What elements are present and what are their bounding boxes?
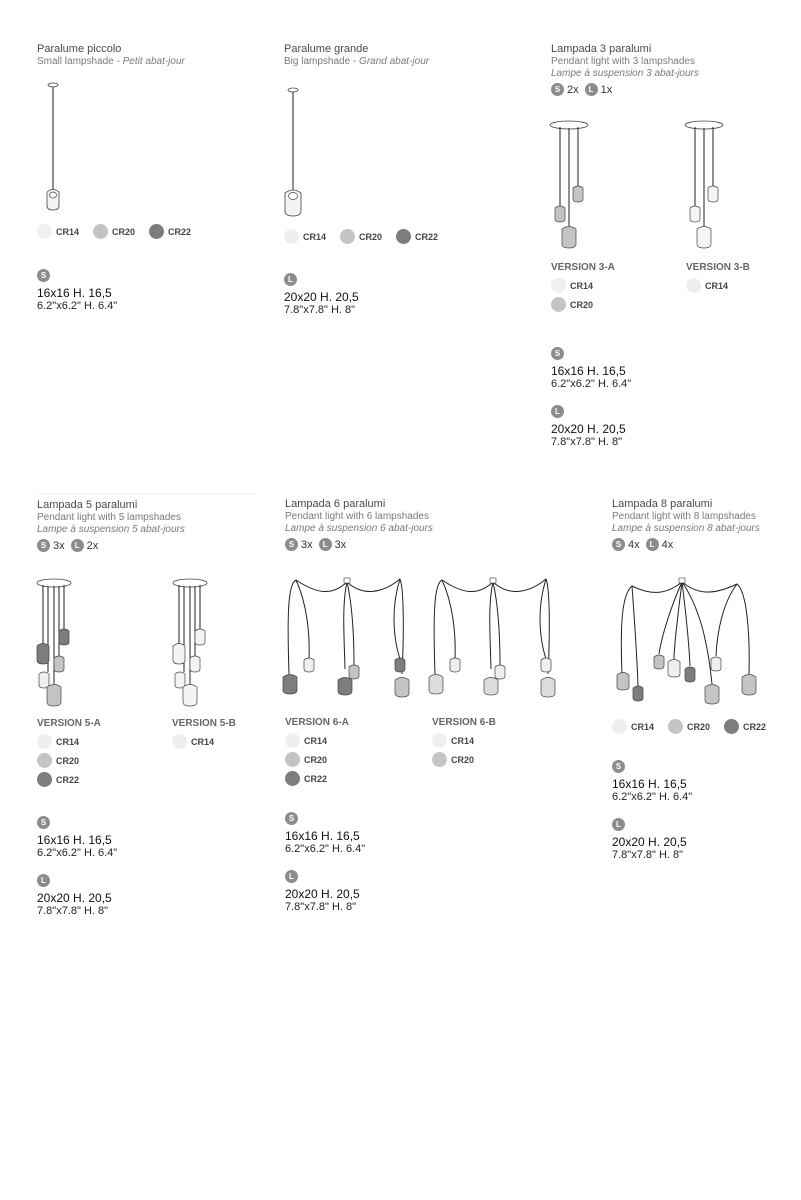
legend-item-cr20: CR20 [37,753,101,768]
size-spec [285,808,365,856]
size-badge-l: L [285,870,298,883]
dimension-imperial: 6.2"x6.2" H. 6.4" [612,791,693,803]
dimension-metric: 20x20 H. 20,5 [612,835,687,849]
product-subtitle-en: Pendant light with 6 lampshades [285,511,429,522]
size-spec [284,269,359,317]
swatch-cr20 [93,224,108,239]
swatch-cr14 [686,278,701,293]
swatch-cr14 [285,733,300,748]
legend-item-cr14: CR14 [285,733,349,748]
product-lampada-5-paralumi [37,499,267,552]
dimension-imperial: 6.2"x6.2" H. 6.4" [37,847,118,859]
shade-quantity: S 2x L 1x [551,83,781,96]
dimension-imperial: 7.8"x7.8" H. 8" [612,849,684,861]
legend-item-cr22: CR22 [724,719,766,734]
size-badge-s: S [37,269,50,282]
dimension-imperial: 7.8"x7.8" H. 8" [285,901,357,913]
legend-item-cr20: CR20 [551,297,615,312]
legend-item-cr20: CR20 [668,719,710,734]
size-badge-l: L [646,538,659,551]
product-subtitle: Big lampshade - Grand abat-jour [284,56,430,67]
dimension-metric: 20x20 H. 20,5 [551,422,626,436]
product-lampada-8-paralumi [612,498,797,551]
shade-quantity: S 3x L 3x [285,538,515,551]
color-legend [612,719,766,734]
size-badge-l: L [612,818,625,831]
swatch-cr14 [37,224,52,239]
legend-item-cr14: CR14 [612,719,654,734]
size-badge-l: L [37,874,50,887]
dimension-imperial: 7.8"x7.8" H. 8" [551,436,623,448]
swatch-cr20 [37,753,52,768]
version-5b [172,718,236,749]
size-badge-s: S [551,347,564,360]
legend-item-cr20: CR20 [340,229,382,244]
version-3a-illustration [548,118,598,258]
version-8-illustration [612,574,762,709]
legend-item-cr14: CR14 [37,224,79,239]
version-label: VERSION 5-B [172,718,236,729]
dimension-metric: 20x20 H. 20,5 [285,887,360,901]
size-badge-l: L [71,539,84,552]
product-title: Lampada 3 paralumi [551,43,652,55]
legend-item-cr14: CR14 [37,734,101,749]
swatch-cr20 [285,752,300,767]
swatch-cr22 [724,719,739,734]
product-subtitle-fr: Lampe à suspension 5 abat-jours [37,524,185,535]
swatch-cr20 [340,229,355,244]
swatch-cr14 [284,229,299,244]
dimension-imperial: 7.8"x7.8" H. 8" [284,304,356,316]
legend-item-cr14: CR14 [686,278,750,293]
size-spec [612,814,692,862]
version-label: VERSION 6-B [432,717,496,728]
version-6b-illustration [428,574,560,709]
version-6a [285,717,349,786]
big-lampshade-illustration [270,84,330,224]
product-title: Lampada 6 paralumi [285,498,386,510]
swatch-cr20 [432,752,447,767]
product-subtitle: Small lampshade - Petit abat-jour [37,56,185,67]
color-legend [37,224,191,239]
legend-item-cr22: CR22 [37,772,101,787]
version-3b [686,262,750,293]
swatch-cr14 [172,734,187,749]
swatch-cr22 [285,771,300,786]
product-subtitle-fr: Lampe à suspension 8 abat-jours [612,523,760,534]
size-specs [37,812,117,918]
size-badge-s: S [612,538,625,551]
shade-quantity: S 4x L 4x [612,538,797,551]
product-lampada-6-paralumi [285,498,515,551]
product-title: Paralume piccolo [37,43,122,55]
shade-quantity: S 3x L 2x [37,539,267,552]
legend-item-cr22: CR22 [396,229,438,244]
size-spec [551,343,631,391]
size-badge-s: S [285,538,298,551]
product-paralume-piccolo [37,43,257,68]
size-specs [285,808,365,914]
swatch-cr22 [149,224,164,239]
legend-item-cr22: CR22 [149,224,191,239]
size-spec [551,401,631,449]
swatch-cr20 [668,719,683,734]
legend-item-cr14: CR14 [172,734,236,749]
dimension-metric: 20x20 H. 20,5 [284,290,359,304]
size-badge-l: L [284,273,297,286]
version-label: VERSION 6-A [285,717,349,728]
product-subtitle-en: Pendant light with 3 lampshades [551,56,695,67]
product-subtitle-fr: Lampe à suspension 6 abat-jours [285,523,433,534]
size-spec [285,866,365,914]
dimension-imperial: 6.2"x6.2" H. 6.4" [285,843,366,855]
version-5b-illustration [170,574,220,714]
legend-item-cr20: CR20 [432,752,496,767]
product-title: Lampada 8 paralumi [612,498,713,510]
size-badge-s: S [612,760,625,773]
product-subtitle-fr: Lampe à suspension 3 abat-jours [551,68,699,79]
version-3a [551,262,615,312]
dimension-metric: 16x16 H. 16,5 [37,833,112,847]
swatch-cr14 [432,733,447,748]
swatch-cr20 [551,297,566,312]
size-badge-l: L [551,405,564,418]
dimension-imperial: 7.8"x7.8" H. 8" [37,905,109,917]
size-specs [551,343,631,449]
divider [37,493,257,494]
dimension-metric: 16x16 H. 16,5 [37,286,112,300]
size-badge-s: S [285,812,298,825]
size-spec [37,265,117,313]
size-badge-l: L [319,538,332,551]
size-spec [37,870,117,918]
swatch-cr22 [37,772,52,787]
swatch-cr14 [551,278,566,293]
legend-item-cr14: CR14 [551,278,615,293]
size-spec [612,756,692,804]
size-badge-s: S [37,539,50,552]
dimension-metric: 16x16 H. 16,5 [612,777,687,791]
dimension-metric: 16x16 H. 16,5 [285,829,360,843]
version-5a [37,718,101,787]
swatch-cr14 [612,719,627,734]
size-badge-l: L [585,83,598,96]
version-5a-illustration [34,574,84,714]
dimension-imperial: 6.2"x6.2" H. 6.4" [37,300,118,312]
size-specs [612,756,692,862]
small-lampshade-illustration [30,80,90,220]
version-3b-illustration [683,118,733,258]
size-badge-s: S [551,83,564,96]
color-legend [284,229,438,244]
product-paralume-grande [284,43,514,68]
dimension-imperial: 6.2"x6.2" H. 6.4" [551,378,632,390]
swatch-cr22 [396,229,411,244]
dimension-metric: 16x16 H. 16,5 [551,364,626,378]
version-6b [432,717,496,767]
product-title: Lampada 5 paralumi [37,499,138,511]
legend-item-cr14: CR14 [432,733,496,748]
product-lampada-3-paralumi [551,43,781,96]
legend-item-cr20: CR20 [285,752,349,767]
legend-item-cr20: CR20 [93,224,135,239]
version-label: VERSION 3-B [686,262,750,273]
version-6a-illustration [282,574,414,709]
version-label: VERSION 3-A [551,262,615,273]
swatch-cr14 [37,734,52,749]
product-subtitle-en: Pendant light with 8 lampshades [612,511,756,522]
size-badge-s: S [37,816,50,829]
legend-item-cr14: CR14 [284,229,326,244]
legend-item-cr22: CR22 [285,771,349,786]
product-title: Paralume grande [284,43,369,55]
product-subtitle-en: Pendant light with 5 lampshades [37,512,181,523]
size-spec [37,812,117,860]
dimension-metric: 20x20 H. 20,5 [37,891,112,905]
version-label: VERSION 5-A [37,718,101,729]
